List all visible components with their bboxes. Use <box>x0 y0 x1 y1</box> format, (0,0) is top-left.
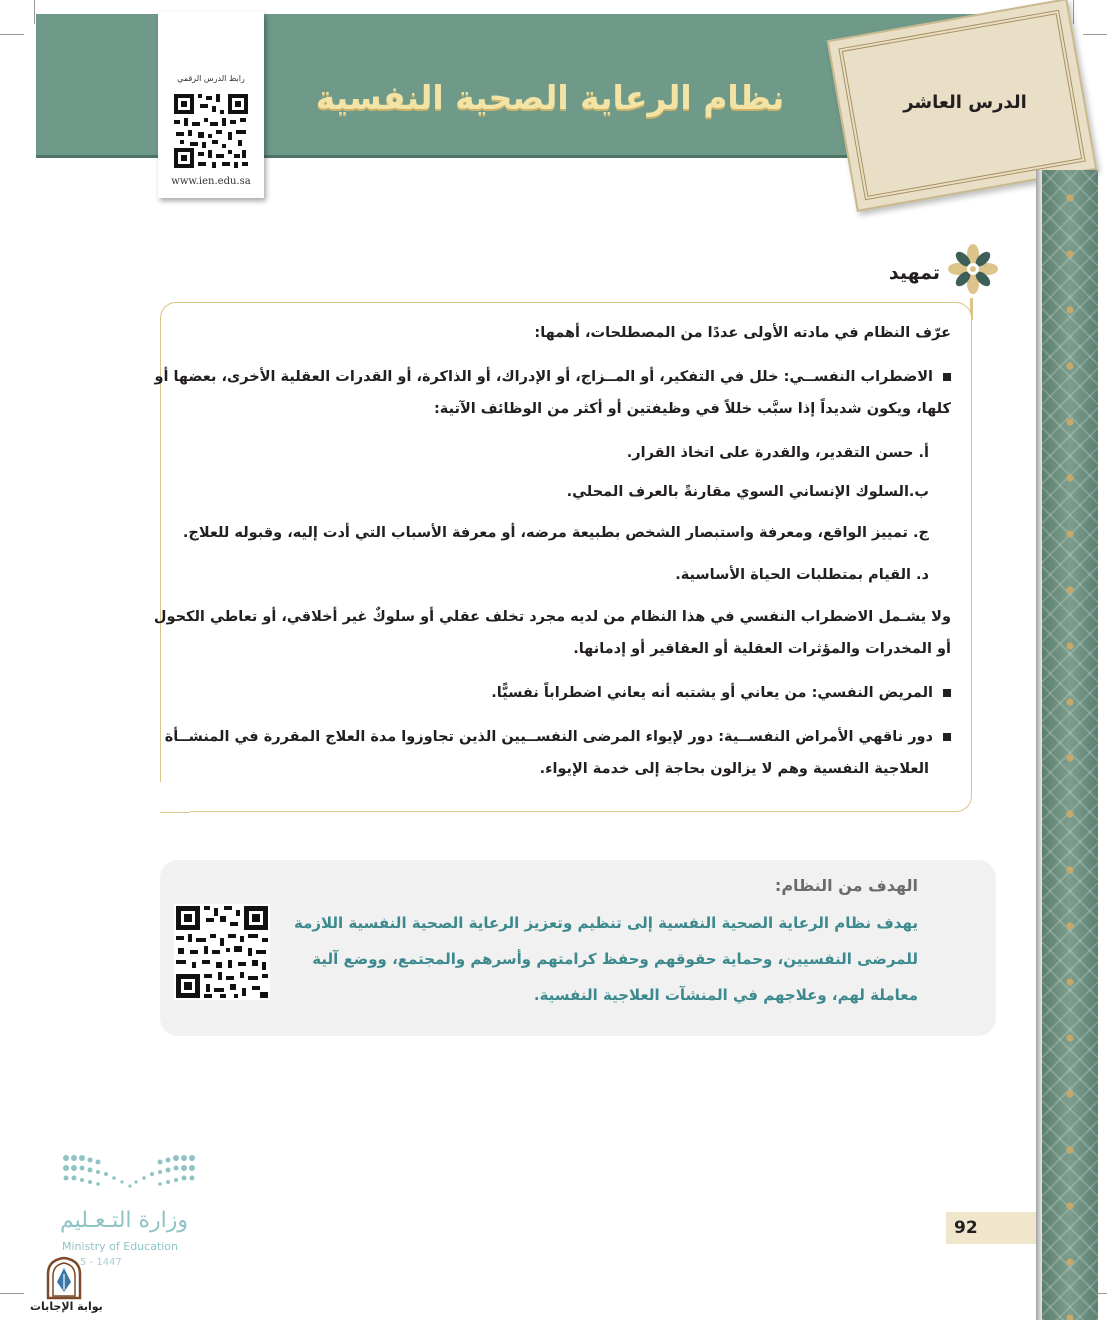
intro-bullet-line <box>181 685 951 701</box>
crop-mark <box>1083 34 1107 35</box>
qr-caption: رابط الدرس الرقمي <box>177 74 245 83</box>
intro-bullet-line <box>154 369 951 385</box>
intro-line-text: الاضطراب النفســي: خلل في التفكير، أو المــزاج، أو الإدراك، أو الذاكرة، أو القدرات العقلية الأخرى، بعضها أو <box>154 369 933 385</box>
qr-code-icon[interactable] <box>172 92 250 170</box>
intro-sub-item: د. القيام بمتطلبات الحياة الأساسية. <box>675 567 929 583</box>
bullet-icon <box>943 689 951 697</box>
qr-url[interactable]: www.ien.edu.sa <box>171 176 251 187</box>
ministry-name-english: Ministry of Education <box>62 1240 179 1253</box>
flower-icon <box>946 242 1000 296</box>
crop-mark <box>1073 0 1074 24</box>
goal-box <box>160 860 996 1036</box>
ministry-name-arabic: وزارة التـعـليم <box>60 1208 189 1233</box>
ministry-logo-icon <box>60 1152 200 1202</box>
intro-line: كلها، ويكون شديداً إذا سبَّب خللاً في وظيفتين أو أكثر من الوظائف الآتية: <box>434 401 951 417</box>
intro-heading: تمهيد <box>888 262 940 284</box>
goal-line: يهدف نظام الرعاية الصحية النفسية إلى تنظيم وتعزيز الرعاية الصحية النفسية اللازمة <box>294 914 918 932</box>
bullet-icon <box>943 373 951 381</box>
intro-box <box>153 302 972 812</box>
goal-line: للمرضى النفسيين، وحماية حقوقهم وحفظ كرامتهم وأسرهم والمجتمع، ووضع آلية <box>312 950 918 968</box>
lesson-number: الدرس العاشر <box>903 92 1027 113</box>
intro-sub-item: أ. حسن التقدير، والقدرة على اتخاذ القرار. <box>626 445 929 461</box>
intro-line: العلاجية النفسية وهم لا يزالون بحاجة إلى خدمة الإيواء. <box>539 761 929 777</box>
bullet-icon <box>943 733 951 741</box>
decorative-pattern-strip <box>1042 170 1098 1320</box>
edition-year: 5 - 1447 <box>80 1257 122 1268</box>
intro-line: ولا يشـمل الاضطراب النفسي في هذا النظام من لديه مجرد تخلف عقلي أو سلوكٌ غير أخلاقي، أو تعاطي الكحول <box>153 609 951 625</box>
intro-line: أو المخدرات والمؤثرات العقلية أو العقاقير أو إدمانها. <box>573 641 951 657</box>
crop-mark <box>0 34 24 35</box>
crop-mark <box>0 1293 24 1294</box>
page-number-box <box>946 1212 1036 1244</box>
page-number: 92 <box>954 1218 978 1238</box>
crop-mark <box>34 0 35 24</box>
intro-sub-item: ج. تمييز الواقع، ومعرفة واستبصار الشخص بطبيعة مرضه، أو معرفة الأسباب التي أدت إليه، وقبوله للعلاج. <box>182 525 929 541</box>
goal-line: معاملة لهم، وعلاجهم في المنشآت العلاجية النفسية. <box>533 986 918 1004</box>
portal-name: بوابة الإجابات <box>30 1300 103 1313</box>
goal-title: الهدف من النظام: <box>774 876 918 895</box>
intro-line-text: المريض النفسي: من يعاني أو يشتبه أنه يعاني اضطراباً نفسيًّا. <box>491 685 933 701</box>
qr-card[interactable] <box>158 12 264 198</box>
pen-nib-portal-icon <box>44 1256 84 1300</box>
intro-line-text: دور ناقهي الأمراض النفســية: دور لإيواء المرضى النفســيين الذين تجاوزوا مدة العلاج المقررة في المنشــأة <box>164 729 933 745</box>
intro-bullet-line <box>164 729 951 745</box>
lesson-title: نظام الرعاية الصحية النفسية <box>315 78 785 117</box>
intro-sub-item: ب.السلوك الإنساني السوي مقارنةً بالعرف المحلي. <box>566 484 929 500</box>
intro-line: عرّف النظام في مادته الأولى عددًا من المصطلحات، أهمها: <box>534 325 951 341</box>
qr-code-icon[interactable] <box>174 904 270 1000</box>
